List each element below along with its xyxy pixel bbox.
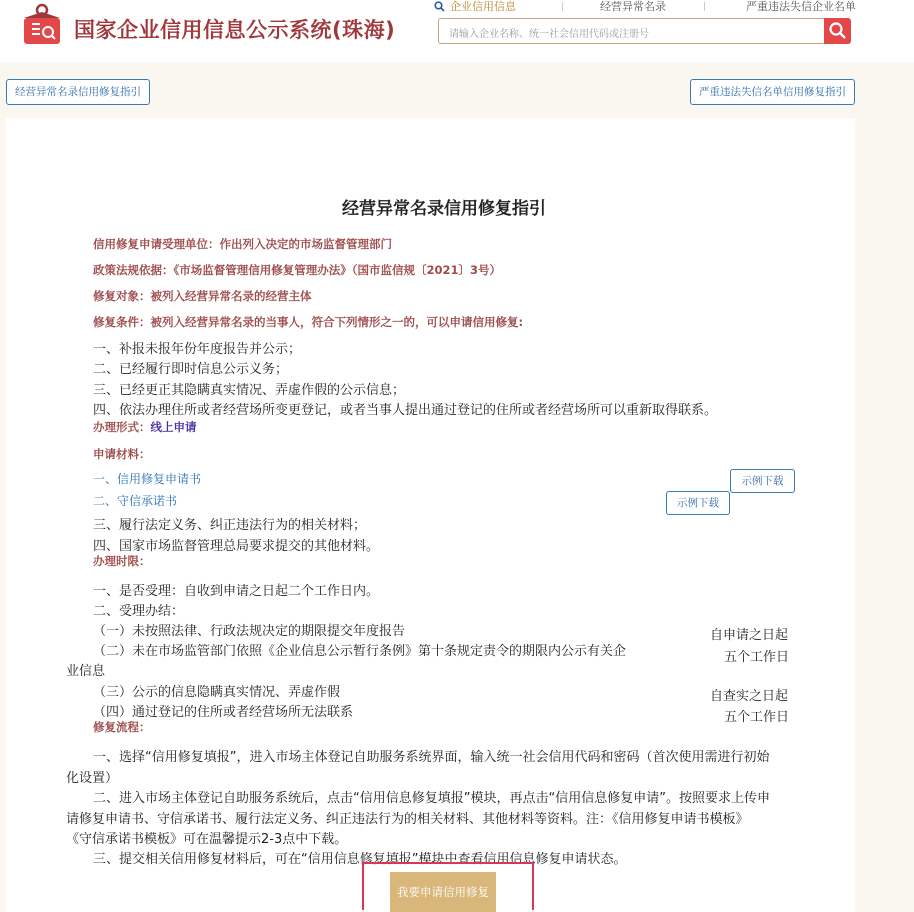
process-item: 请修复申请书、守信承诺书、履行法定义务、纠正违法行为的相关材料、其他材料等资料。注：《信用修复申请书模板》 bbox=[66, 812, 749, 827]
nav-abnormal-list[interactable]: 经营异常名录 bbox=[600, 0, 666, 13]
process-item: 三、提交相关信用修复材料后，可在“信用信息修复填报”模块中查看信用信息修复申请状态。 bbox=[93, 852, 627, 867]
nav-serious-violation-list[interactable]: 严重违法失信企业名单 bbox=[746, 0, 856, 13]
material-integrity-pledge[interactable]: 二、守信承诺书 bbox=[93, 494, 178, 508]
time-item: （二）未在市场监管部门依照《企业信息公示暂行条例》第十条规定责令的期限内公示有关企 bbox=[93, 644, 627, 659]
time-item: 二、受理办结： bbox=[93, 604, 185, 619]
process-label: 修复流程： bbox=[93, 720, 151, 734]
nav-divider bbox=[562, 2, 563, 11]
condition-item: 四、依法办理住所或者经营场所变更登记，或者当事人提出通过登记的住所或者经营场所可以重新取得联系。 bbox=[93, 403, 718, 418]
time-item: （一）未按照法律、行政法规决定的期限提交年度报告 bbox=[93, 624, 406, 639]
process-item: 一、选择“信用修复填报”，进入市场主体登记自助服务系统界面，输入统一社会信用代码和密码（首次使用需进行初始 bbox=[93, 750, 770, 765]
example-download-button[interactable]: 示例下载 bbox=[730, 469, 795, 493]
condition-item: 二、已经履行即时信息公示义务； bbox=[93, 362, 289, 377]
time-item: （三）公示的信息隐瞒真实情况、弄虚作假 bbox=[93, 685, 341, 700]
policy-basis: 政策法规依据：《市场监督管理信用修复管理办法》（国市监信规〔2021〕3号） bbox=[93, 263, 502, 277]
search-icon bbox=[824, 18, 851, 44]
process-item: 化设置） bbox=[66, 771, 119, 786]
abnormal-list-guide-button[interactable]: 经营异常名录信用修复指引 bbox=[6, 79, 150, 105]
material-item: 三、履行法定义务、纠正违法行为的相关材料； bbox=[93, 518, 367, 533]
highlight-box bbox=[362, 862, 534, 910]
time-right-text: 五个工作日 bbox=[724, 710, 790, 725]
nav-divider bbox=[704, 2, 705, 11]
process-item: 二、进入市场主体登记自助服务系统后，点击“信用信息修复填报”模块，再点击“信用信息修复申请”。按照要求上传申 bbox=[93, 791, 770, 806]
handling-form-value: 线上申请 bbox=[150, 420, 197, 434]
material-item: 四、国家市场监督管理总局要求提交的其他材料。 bbox=[93, 539, 380, 554]
time-item: 业信息 bbox=[66, 664, 106, 679]
material-application-form[interactable]: 一、信用修复申请书 bbox=[93, 472, 202, 486]
serious-violation-guide-button[interactable]: 严重违法失信名单信用修复指引 bbox=[690, 79, 855, 105]
time-item: （四）通过登记的住所或者经营场所无法联系 bbox=[93, 705, 354, 720]
handling-form bbox=[93, 419, 197, 435]
apply-credit-repair-button[interactable]: 我要申请信用修复 bbox=[390, 872, 496, 912]
nav-enterprise-credit[interactable]: 企业信用信息 bbox=[450, 0, 516, 13]
site-header bbox=[0, 0, 914, 62]
process-item: 《守信承诺书模板》可在温馨提示2-3点中下载。 bbox=[66, 832, 348, 847]
search-input[interactable]: 请输入企业名称、统一社会信用代码或注册号 bbox=[438, 18, 826, 44]
page-title: 经营异常名录信用修复指引 bbox=[342, 199, 546, 219]
search-button[interactable] bbox=[824, 18, 851, 44]
condition-item: 三、已经更正其隐瞒真实情况、弄虚作假的公示信息； bbox=[93, 383, 406, 398]
time-item: 一、是否受理：自收到申请之日起二个工作日内。 bbox=[93, 584, 380, 599]
time-right-text: 自查实之日起 bbox=[710, 689, 789, 704]
materials-label: 申请材料： bbox=[93, 447, 151, 461]
repair-conditions: 修复条件：被列入经营异常名录的当事人，符合下列情形之一的，可以申请信用修复: bbox=[93, 315, 524, 329]
time-right-text: 自申请之日起 bbox=[710, 628, 789, 643]
site-logo-icon[interactable] bbox=[18, 2, 66, 48]
repair-target: 修复对象：被列入经营异常名录的经营主体 bbox=[93, 289, 312, 303]
accepting-unit: 信用修复申请受理单位：作出列入决定的市场监督管理部门 bbox=[93, 237, 392, 251]
time-right-text: 五个工作日 bbox=[724, 650, 790, 665]
condition-item: 一、补报未报年份年度报告并公示； bbox=[93, 342, 302, 357]
search-icon bbox=[434, 1, 445, 15]
time-limit-label: 办理时限： bbox=[93, 554, 151, 568]
handling-form-label: 办理形式： bbox=[93, 420, 151, 434]
example-download-button[interactable]: 示例下载 bbox=[666, 491, 730, 515]
site-title: 国家企业信用信息公示系统(珠海) bbox=[74, 18, 396, 42]
